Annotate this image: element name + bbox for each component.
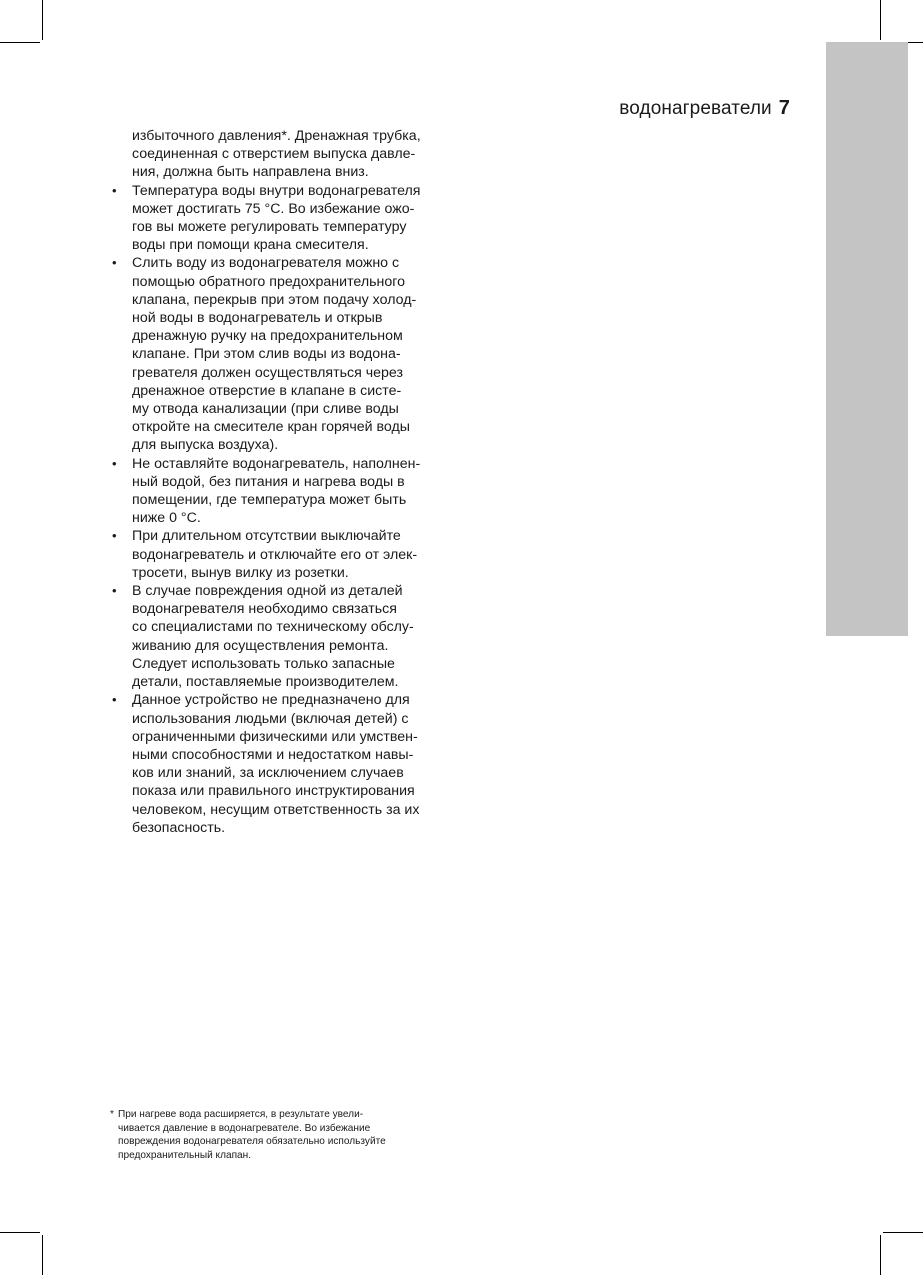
text-line: откройте на смесителе кран горячей воды — [132, 419, 410, 436]
list-item — [110, 582, 440, 691]
body-text — [110, 127, 440, 837]
text-line: тросети, вынув вилку из розетки. — [132, 564, 349, 581]
bullet-icon: • — [112, 692, 117, 708]
text-line: избыточного давления*. Дренажная трубка, — [132, 128, 421, 144]
crop-mark — [42, 1235, 43, 1275]
list-item — [110, 691, 440, 837]
text-line: воды при помощи крана смесителя. — [132, 237, 369, 254]
text-line: со специалистами по техническому обслу- — [132, 619, 414, 636]
text-line: Не оставляйте водонагреватель, наполнен- — [132, 455, 421, 472]
text-line: помощью обратного предохранительного — [132, 273, 405, 290]
running-head — [619, 94, 790, 123]
bullet-icon: • — [112, 255, 117, 271]
section-title: водонагреватели — [619, 98, 772, 119]
text-line: При нагреве вода расширяется, в результате увели- — [118, 1109, 364, 1120]
text-line: Температура воды внутри водонагревателя — [132, 182, 421, 199]
crop-mark — [0, 42, 40, 43]
text-line: ными способностями и недостатком навы- — [132, 746, 414, 763]
text-line: клапана, перекрыв при этом подачу холод- — [132, 291, 417, 308]
bullet-icon: • — [112, 455, 117, 471]
text-line: использования людьми (включая детей) с — [132, 710, 409, 727]
text-line: ния, должна быть направлена вниз. — [132, 164, 369, 181]
bullet-icon: • — [112, 583, 117, 599]
text-line: ограниченными физическими или умствен- — [132, 728, 418, 745]
list-item — [110, 527, 440, 582]
text-line: помещении, где температура может быть — [132, 492, 407, 509]
crop-mark — [883, 1232, 923, 1233]
bullet-list — [110, 182, 440, 837]
text-line: гревателя должен осуществляться через — [132, 364, 403, 381]
list-item — [110, 254, 440, 454]
text-line: Данное устройство не предназначено для — [132, 692, 410, 709]
footnote-text — [110, 1108, 450, 1162]
text-line: Слить воду из водонагревателя можно с — [132, 255, 400, 272]
bullet-icon: • — [112, 182, 117, 198]
text-line: гов вы можете регулировать температуру — [132, 219, 407, 236]
text-line: ниже 0 °С. — [132, 510, 201, 527]
text-line: клапане. При этом слив воды из водона- — [132, 346, 401, 363]
list-item — [110, 455, 440, 528]
text-line: ков или знаний, за исключением случаев — [132, 765, 404, 782]
text-line: показа или правильного инструктирования — [132, 783, 415, 800]
page-number: 7 — [778, 97, 790, 119]
text-line: ный водой, без питания и нагрева воды в — [132, 473, 405, 490]
text-line: чивается давление в водонагревателе. Во избежание — [118, 1122, 371, 1134]
crop-mark — [880, 1235, 881, 1275]
text-line: ной воды в водонагреватель и открыв — [132, 310, 383, 327]
text-line: му отвода канализации (при сливе воды — [132, 401, 399, 418]
text-line: дренажную ручку на предохранительном — [132, 328, 403, 345]
crop-mark — [880, 0, 881, 40]
text-line: детали, поставляемые производителем. — [132, 674, 399, 691]
text-line: безопасность. — [132, 819, 226, 836]
text-line: дренажное отверстие в клапане в систе- — [132, 382, 402, 399]
text-line: соединенная с отверстием выпуска давле- — [132, 146, 416, 163]
text-line: повреждения водонагревателя обязательно используйте — [118, 1136, 386, 1148]
footnote — [110, 1108, 450, 1162]
side-tab — [826, 42, 908, 636]
text-line: живанию для осуществления ремонта. — [132, 637, 389, 654]
text-line: При длительном отсутствии выключайте — [132, 528, 401, 545]
text-line: человеком, несущим ответственность за их — [132, 801, 420, 818]
bullet-icon: • — [112, 528, 117, 544]
text-line: для выпуска воздуха). — [132, 437, 279, 454]
text-line: водонагревателя необходимо связаться — [132, 601, 397, 618]
text-line: Следует использовать только запасные — [132, 655, 395, 672]
text-line: может достигать 75 °С. Во избежание ожо- — [132, 200, 415, 217]
continued-paragraph — [110, 127, 440, 182]
list-item — [110, 182, 440, 255]
text-line: В случае повреждения одной из деталей — [132, 583, 403, 600]
text-line: предохранительный клапан. — [118, 1149, 252, 1161]
crop-mark — [42, 0, 43, 40]
crop-mark — [0, 1232, 40, 1233]
footnote-marker: * — [110, 1109, 114, 1120]
text-line: водонагреватель и отключайте его от элек- — [132, 546, 418, 563]
